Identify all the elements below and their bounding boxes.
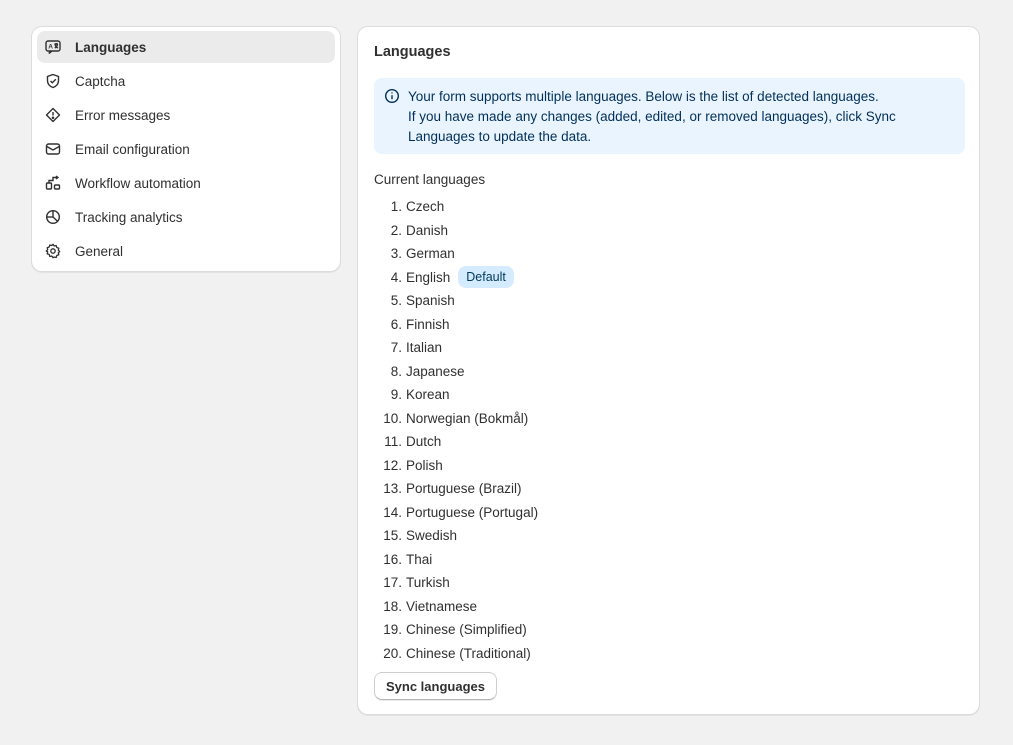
language-name: Japanese bbox=[406, 363, 465, 379]
list-item bbox=[374, 454, 538, 478]
list-number: 8. bbox=[390, 363, 402, 379]
sidebar-item-label: Email configuration bbox=[75, 141, 190, 157]
gear-icon bbox=[45, 243, 61, 259]
language-list bbox=[374, 195, 538, 665]
list-item bbox=[374, 289, 538, 313]
language-name: Polish bbox=[406, 457, 443, 473]
language-name: Thai bbox=[406, 551, 433, 567]
list-item bbox=[374, 524, 538, 548]
alert-diamond-icon bbox=[45, 107, 61, 123]
language-name: Spanish bbox=[406, 293, 455, 309]
page-title: Languages bbox=[374, 44, 451, 60]
banner-text-line2: If you have made any changes (added, edited, or removed languages), click Sync Languages to update the data. bbox=[408, 109, 896, 144]
list-number: 1. bbox=[390, 199, 402, 215]
list-number: 5. bbox=[390, 293, 402, 309]
sync-languages-button[interactable]: Sync languages bbox=[374, 672, 497, 700]
sidebar-item-label: Languages bbox=[75, 39, 147, 55]
list-number: 4. bbox=[390, 269, 402, 285]
sidebar-item-tracking-analytics[interactable] bbox=[37, 201, 335, 233]
list-item bbox=[374, 360, 538, 384]
list-item bbox=[374, 313, 538, 337]
workflow-icon bbox=[45, 175, 61, 191]
analytics-icon bbox=[45, 209, 61, 225]
list-item bbox=[374, 407, 538, 431]
list-number: 16. bbox=[383, 551, 402, 567]
list-number: 20. bbox=[383, 645, 402, 661]
list-number: 17. bbox=[383, 575, 402, 591]
list-item bbox=[374, 195, 538, 219]
info-icon bbox=[384, 88, 400, 104]
language-name: Italian bbox=[406, 340, 443, 356]
banner-text-line1: Your form supports multiple languages. Below is the list of detected languages. bbox=[408, 89, 879, 104]
sidebar-item-error-messages[interactable] bbox=[37, 99, 335, 131]
language-name: English bbox=[406, 269, 451, 285]
languages-panel bbox=[357, 26, 980, 715]
language-icon bbox=[45, 39, 61, 55]
language-name: Chinese (Traditional) bbox=[406, 645, 531, 661]
language-name: Turkish bbox=[406, 575, 450, 591]
svg-text:A: A bbox=[48, 43, 53, 51]
list-number: 19. bbox=[383, 622, 402, 638]
sidebar-item-label: Captcha bbox=[75, 73, 126, 89]
list-item bbox=[374, 618, 538, 642]
list-number: 15. bbox=[383, 528, 402, 544]
list-item bbox=[374, 336, 538, 360]
list-item bbox=[374, 501, 538, 525]
list-item bbox=[374, 219, 538, 243]
sidebar-item-label: Error messages bbox=[75, 107, 171, 123]
list-item bbox=[374, 595, 538, 619]
sidebar-item-workflow-automation[interactable] bbox=[37, 167, 335, 199]
list-number: 2. bbox=[390, 222, 402, 238]
language-name: Danish bbox=[406, 222, 449, 238]
list-item bbox=[374, 242, 538, 266]
language-name: Norwegian (Bokmål) bbox=[406, 410, 529, 426]
language-name: Portuguese (Brazil) bbox=[406, 481, 522, 497]
list-number: 6. bbox=[390, 316, 402, 332]
list-item bbox=[374, 266, 538, 290]
language-name: Vietnamese bbox=[406, 598, 478, 614]
list-number: 14. bbox=[383, 504, 402, 520]
language-name: German bbox=[406, 246, 455, 262]
list-number: 7. bbox=[390, 340, 402, 356]
list-number: 12. bbox=[383, 457, 402, 473]
list-item bbox=[374, 642, 538, 666]
list-number: 11. bbox=[384, 434, 402, 450]
list-number: 9. bbox=[390, 387, 402, 403]
sidebar-item-general[interactable] bbox=[37, 235, 335, 267]
shield-check-icon bbox=[45, 73, 61, 89]
list-number: 3. bbox=[390, 246, 402, 262]
list-item bbox=[374, 571, 538, 595]
sidebar-item-label: Workflow automation bbox=[75, 175, 201, 191]
language-name: Korean bbox=[406, 387, 450, 403]
list-item bbox=[374, 548, 538, 572]
language-name: Portuguese (Portugal) bbox=[406, 504, 539, 520]
language-name: Dutch bbox=[406, 434, 442, 450]
list-number: 13. bbox=[383, 481, 402, 497]
language-name: Swedish bbox=[406, 528, 458, 544]
envelope-icon bbox=[45, 141, 61, 157]
sidebar-item-email-configuration[interactable] bbox=[37, 133, 335, 165]
current-languages-label: Current languages bbox=[374, 172, 486, 187]
info-banner bbox=[374, 78, 965, 154]
list-number: 10. bbox=[383, 410, 402, 426]
default-badge: Default bbox=[458, 266, 514, 288]
sidebar-item-languages[interactable] bbox=[37, 31, 335, 63]
language-name: Czech bbox=[406, 199, 445, 215]
sidebar-item-label: General bbox=[75, 243, 124, 259]
list-number: 18. bbox=[383, 598, 402, 614]
sidebar-item-label: Tracking analytics bbox=[75, 209, 183, 225]
settings-sidebar bbox=[31, 26, 341, 272]
list-item bbox=[374, 477, 538, 501]
list-item bbox=[374, 430, 538, 454]
language-name: Chinese (Simplified) bbox=[406, 622, 527, 638]
sidebar-item-captcha[interactable] bbox=[37, 65, 335, 97]
language-name: Finnish bbox=[406, 316, 450, 332]
list-item bbox=[374, 383, 538, 407]
